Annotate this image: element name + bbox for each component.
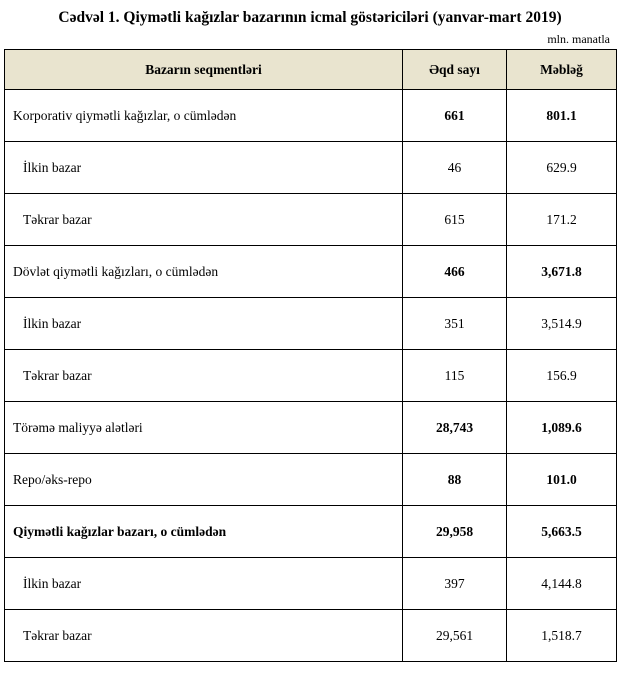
- amount-cell: 1,518.7: [507, 610, 617, 662]
- count-cell: 29,561: [403, 610, 507, 662]
- unit-note: mln. manatla: [547, 32, 610, 47]
- amount-cell: 629.9: [507, 142, 617, 194]
- table-header-row: [5, 50, 617, 90]
- segment-cell: İlkin bazar: [5, 142, 403, 194]
- table-row: [5, 298, 617, 350]
- table-body: [5, 90, 617, 662]
- table-row: [5, 194, 617, 246]
- amount-cell: 4,144.8: [507, 558, 617, 610]
- amount-cell: 156.9: [507, 350, 617, 402]
- segment-cell: Təkrar bazar: [5, 350, 403, 402]
- header-amount: Məbləğ: [507, 50, 617, 90]
- count-cell: 661: [403, 90, 507, 142]
- table-row: [5, 454, 617, 506]
- segment-cell: Törəmə maliyyə alətləri: [5, 402, 403, 454]
- segment-cell: Təkrar bazar: [5, 194, 403, 246]
- count-cell: 29,958: [403, 506, 507, 558]
- segment-cell: İlkin bazar: [5, 558, 403, 610]
- count-cell: 615: [403, 194, 507, 246]
- table-row: [5, 142, 617, 194]
- amount-cell: 3,671.8: [507, 246, 617, 298]
- securities-market-table: [4, 49, 617, 662]
- segment-cell: Təkrar bazar: [5, 610, 403, 662]
- segment-cell: Dövlət qiymətli kağızları, o cümlədən: [5, 246, 403, 298]
- amount-cell: 5,663.5: [507, 506, 617, 558]
- count-cell: 397: [403, 558, 507, 610]
- table-row: [5, 558, 617, 610]
- segment-cell: Korporativ qiymətli kağızlar, o cümlədən: [5, 90, 403, 142]
- table-row: [5, 350, 617, 402]
- count-cell: 88: [403, 454, 507, 506]
- segment-cell: Repo/əks-repo: [5, 454, 403, 506]
- amount-cell: 801.1: [507, 90, 617, 142]
- count-cell: 46: [403, 142, 507, 194]
- segment-cell: Qiymətli kağızlar bazarı, o cümlədən: [5, 506, 403, 558]
- table-row: [5, 402, 617, 454]
- amount-cell: 1,089.6: [507, 402, 617, 454]
- header-segment: Bazarın seqmentləri: [5, 50, 403, 90]
- table-row: [5, 610, 617, 662]
- table-row: [5, 506, 617, 558]
- count-cell: 28,743: [403, 402, 507, 454]
- header-count: Əqd sayı: [403, 50, 507, 90]
- amount-cell: 171.2: [507, 194, 617, 246]
- table-row: [5, 90, 617, 142]
- amount-cell: 3,514.9: [507, 298, 617, 350]
- amount-cell: 101.0: [507, 454, 617, 506]
- count-cell: 115: [403, 350, 507, 402]
- count-cell: 466: [403, 246, 507, 298]
- table-row: [5, 246, 617, 298]
- table-title: Cədvəl 1. Qiymətli kağızlar bazarının icmal göstəriciləri (yanvar-mart 2019): [58, 9, 562, 26]
- segment-cell: İlkin bazar: [5, 298, 403, 350]
- count-cell: 351: [403, 298, 507, 350]
